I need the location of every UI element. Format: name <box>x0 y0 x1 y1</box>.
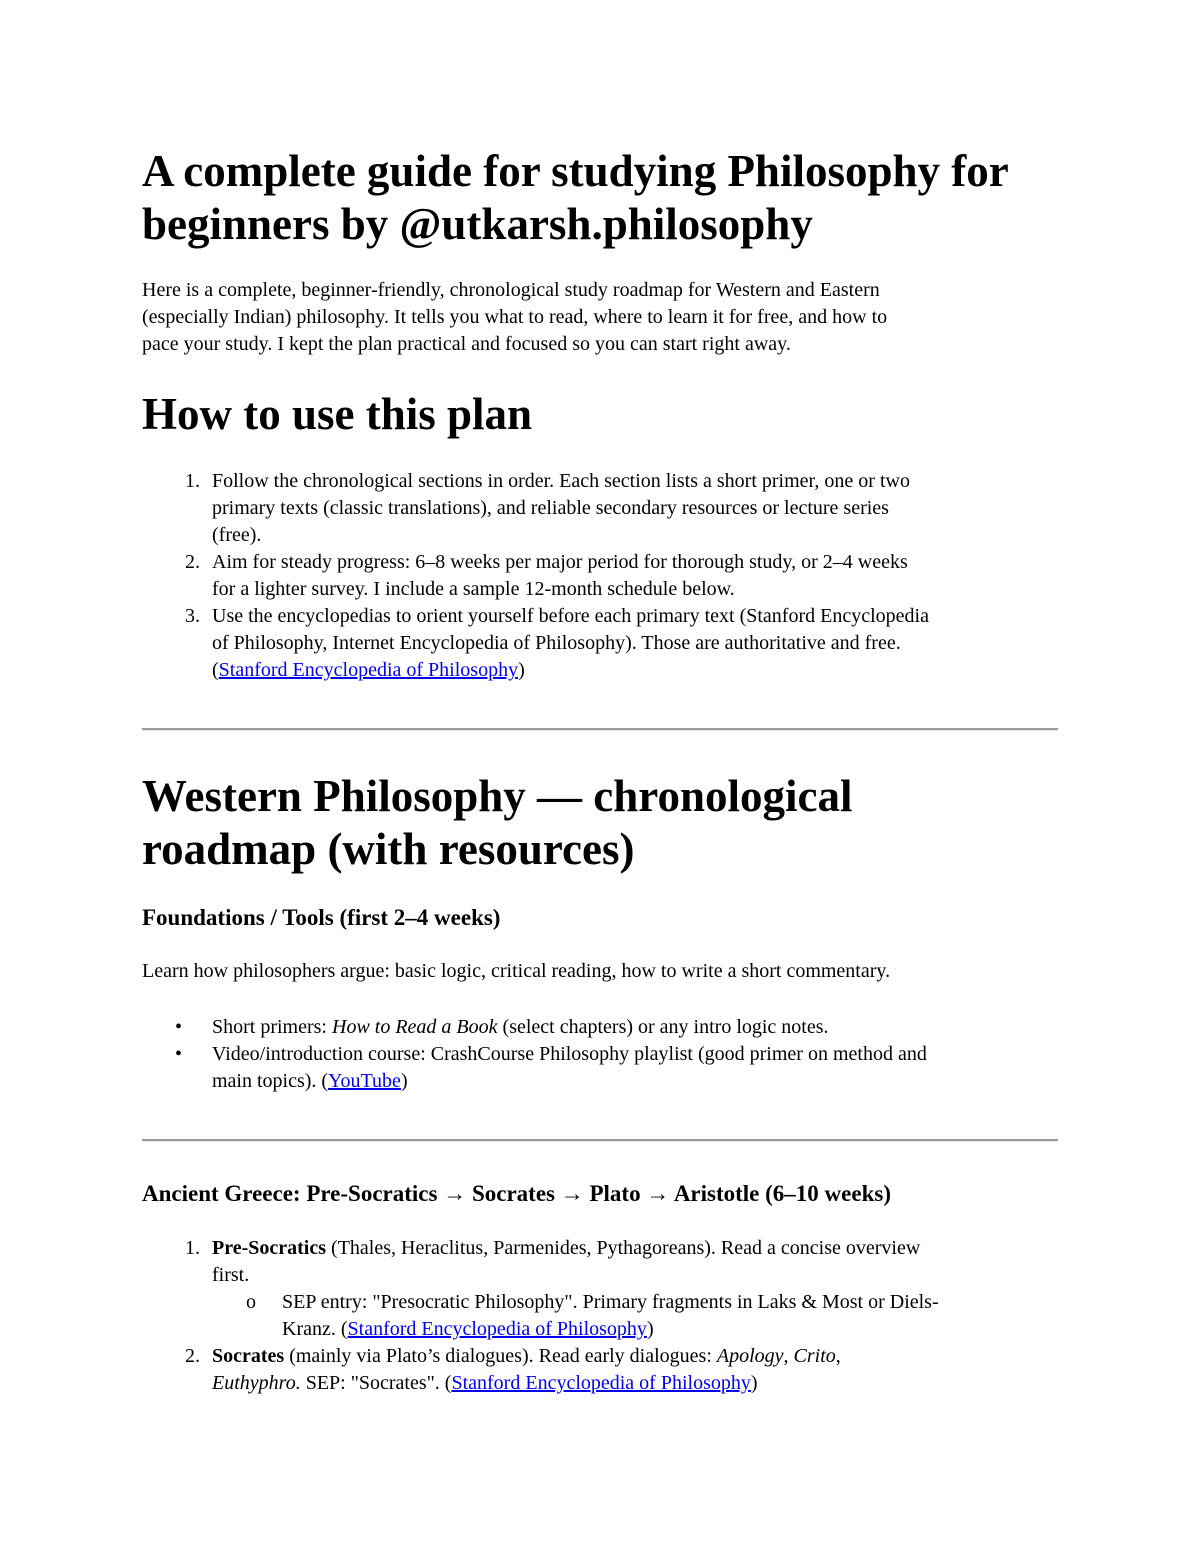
ancient-heading: Ancient Greece: Pre-Socratics → Socrates → Plato → Aristotle (6–10 weeks) <box>142 1181 891 1206</box>
foundations-list <box>142 1014 1058 1095</box>
bullet-icon: • <box>175 1043 183 1065</box>
how-to-heading: How to use this plan <box>142 389 533 439</box>
sep-link[interactable]: Stanford Encyclopedia of Philosophy <box>451 1372 751 1394</box>
intro-line-2: (especially Indian) philosophy. It tells you what to read, where to learn it for free, and how to <box>142 306 888 328</box>
list-item: 1. Follow the chronological sections in order. Each section lists a short primer, one or two primary texts (classic translations), and reliable secondary resources or lecture series (free). <box>185 470 910 546</box>
title-line-1: A complete guide for studying Philosophy for <box>142 146 1009 196</box>
foundations-heading: Foundations / Tools (first 2–4 weeks) <box>142 905 501 930</box>
how-to-list <box>142 468 1058 684</box>
list-item: 2. Aim for steady progress: 6–8 weeks per major period for thorough study, or 2–4 weeks for a lighter survey. I include a sample 12-month schedule below. <box>185 551 908 600</box>
bullet-icon: • <box>175 1016 183 1038</box>
sep-link[interactable]: Stanford Encyclopedia of Philosophy <box>218 659 519 681</box>
youtube-link[interactable]: YouTube <box>328 1070 401 1092</box>
document-title <box>142 145 1058 251</box>
western-heading: Western Philosophy — chronological roadmap (with resources) <box>142 771 853 874</box>
list-item: 2. Socrates (mainly via Plato’s dialogues). Read early dialogues: Apology, Crito, Euthyphro. SEP: "Socrates". (Stanford Encyclopedia of Philosophy) <box>185 1345 841 1394</box>
intro-line-1: Here is a complete, beginner-friendly, chronological study roadmap for Western and Eastern <box>142 279 880 301</box>
section-divider <box>142 1139 1058 1142</box>
sep-link[interactable]: Stanford Encyclopedia of Philosophy <box>347 1318 647 1340</box>
list-item: 3. Use the encyclopedias to orient yourself before each primary text (Stanford Encyclopedia of Philosophy, Internet Encyclopedia of Philosophy). Those are authoritative and free. (Stanford Encyclopedia of Philosophy) <box>185 605 929 681</box>
sub-list-item: o SEP entry: "Presocratic Philosophy". Primary fragments in Laks & Most or Diels- Kranz. (Stanford Encyclopedia of Philosophy) <box>246 1291 939 1340</box>
intro-paragraph <box>142 277 1058 358</box>
ancient-list <box>142 1235 1058 1397</box>
circle-bullet-icon: o <box>246 1291 256 1313</box>
list-item: 1. Pre-Socratics (Thales, Heraclitus, Parmenides, Pythagoreans). Read a concise overview first. <box>185 1237 921 1286</box>
foundations-text: Learn how philosophers argue: basic logic, critical reading, how to write a short commentary. <box>142 960 891 982</box>
intro-line-3: pace your study. I kept the plan practical and focused so you can start right away. <box>142 333 791 355</box>
title-line-2: beginners by @utkarsh.philosophy <box>142 199 813 249</box>
list-item: • Video/introduction course: CrashCourse Philosophy playlist (good primer on method and main topics). (YouTube) <box>175 1043 927 1092</box>
section-divider <box>142 728 1058 731</box>
list-item: • Short primers: How to Read a Book (select chapters) or any intro logic notes. <box>142 1014 1058 1041</box>
